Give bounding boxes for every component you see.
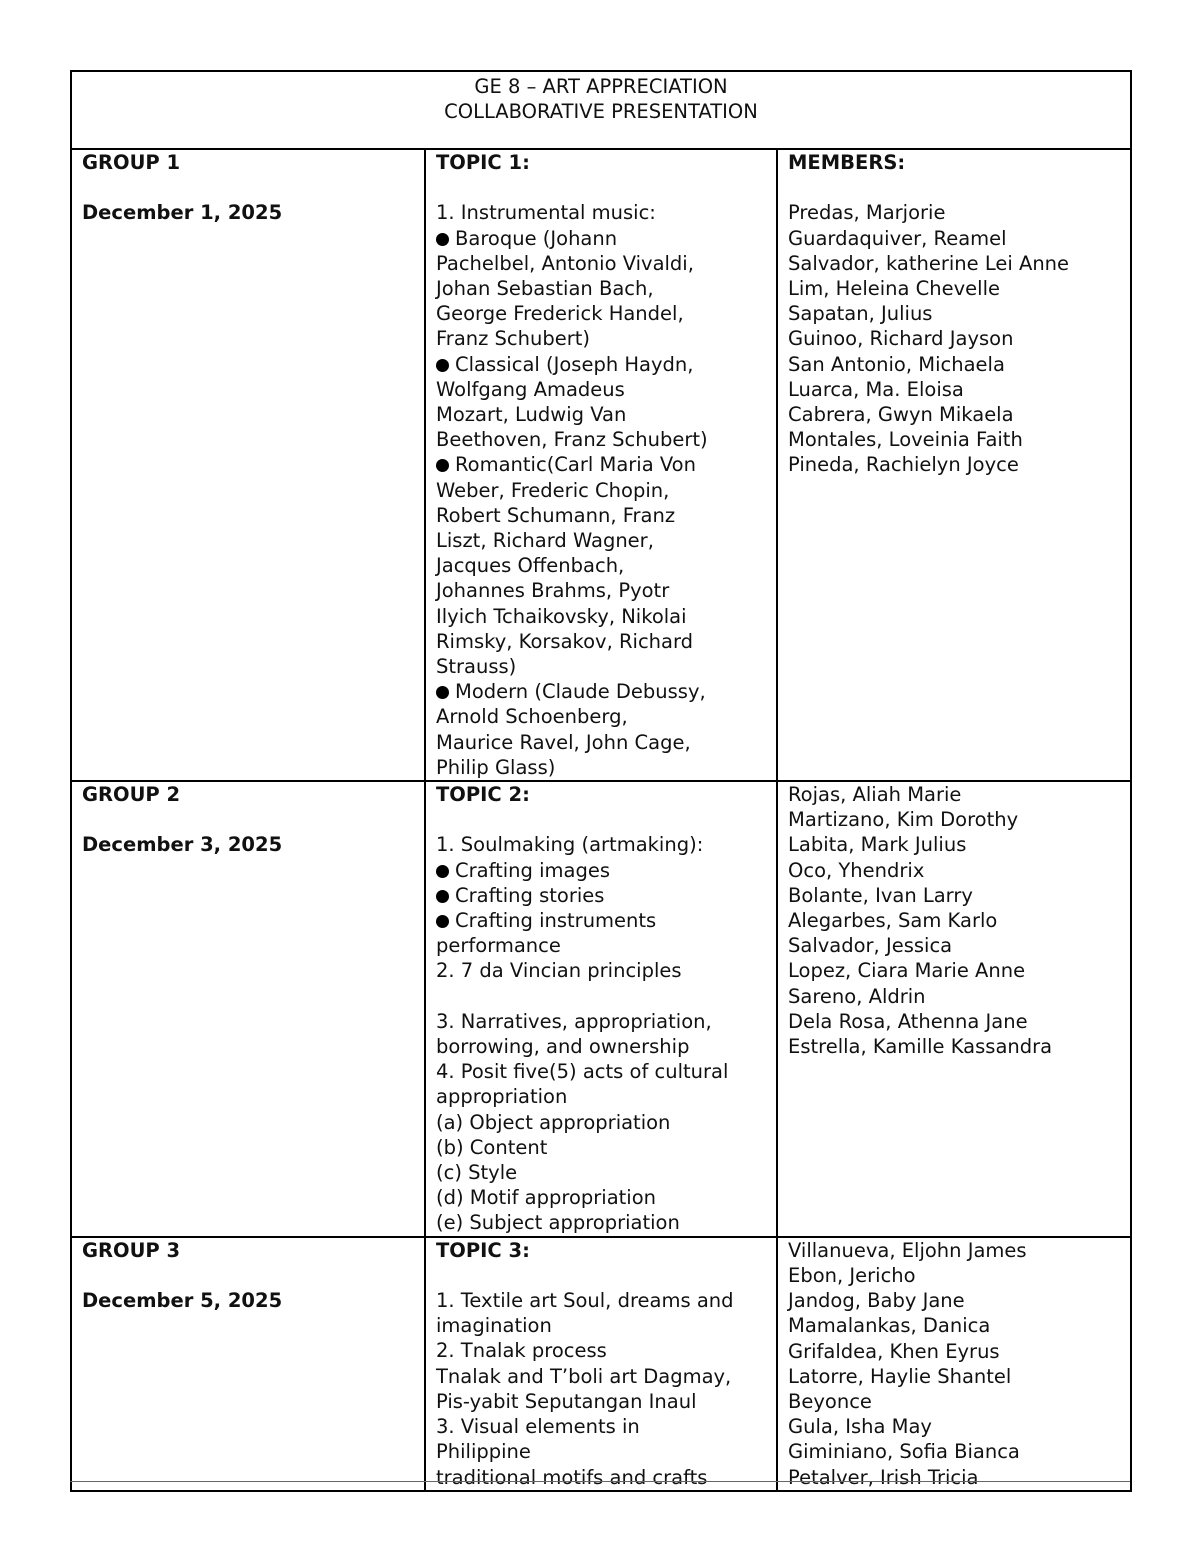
member-name: Petalver, Irish Tricia xyxy=(788,1465,979,1489)
presentation-schedule-table xyxy=(70,70,1132,1492)
member-name: Lim, Heleina Chevelle xyxy=(788,277,1001,300)
group-date: December 5, 2025 xyxy=(82,1289,283,1313)
member-name: Martizano, Kim Dorothy xyxy=(788,808,1019,832)
group-cell xyxy=(71,149,425,781)
group-date: December 3, 2025 xyxy=(82,833,283,857)
topic-line xyxy=(436,1160,768,1185)
member-name: Beyonce xyxy=(788,1389,872,1413)
topic-line-text: 3. Narratives, appropriation, xyxy=(436,1009,712,1033)
member-name: Montales, Loveinia Faith xyxy=(788,428,1023,452)
member-name: Predas, Marjorie xyxy=(788,201,946,225)
topic-line xyxy=(436,1110,768,1135)
topic-line xyxy=(436,604,768,629)
bullet-icon xyxy=(436,233,449,246)
bullet-icon xyxy=(436,915,449,928)
topic-line-text: appropriation xyxy=(436,1085,568,1109)
topic-line xyxy=(436,1414,768,1439)
group-label: GROUP 2 xyxy=(82,783,181,807)
topic-line xyxy=(436,553,768,578)
topic-line-text: Strauss) xyxy=(436,655,517,679)
topic-line-text: (b) Content xyxy=(436,1135,548,1159)
topic-line xyxy=(436,1034,768,1059)
member-name: Pineda, Rachielyn Joyce xyxy=(788,453,1019,477)
members-cell xyxy=(777,781,1131,1237)
members-cell xyxy=(777,149,1131,781)
topic-line xyxy=(436,1185,768,1210)
topic-line-text: Baroque (Johann xyxy=(455,226,618,250)
topic-line-text: (a) Object appropriation xyxy=(436,1110,671,1134)
topic-line-text: performance xyxy=(436,934,561,958)
topic-cell xyxy=(425,149,777,781)
topic-line xyxy=(436,1439,768,1464)
topic-line xyxy=(436,933,768,958)
topic-line-text: Modern (Claude Debussy, xyxy=(455,680,706,704)
member-name: Alegarbes, Sam Karlo xyxy=(788,909,998,933)
topic-line-text: Maurice Ravel, John Cage, xyxy=(436,730,691,754)
topic-line xyxy=(436,984,768,1009)
group-row-3 xyxy=(71,1237,1131,1491)
topic-line-text: (c) Style xyxy=(436,1161,518,1185)
topic-line-text: Philip Glass) xyxy=(436,755,556,779)
topic-line-text: Ilyich Tchaikovsky, Nikolai xyxy=(436,604,687,628)
topic-line xyxy=(436,704,768,729)
group-row-2 xyxy=(71,781,1131,1237)
topic-line-text: Mozart, Ludwig Van xyxy=(436,403,627,427)
topic-cell xyxy=(425,1237,777,1491)
topic-line-text: Pachelbel, Antonio Vivaldi, xyxy=(436,251,694,275)
topic-line xyxy=(436,1465,768,1490)
topic-line xyxy=(436,200,768,225)
member-name: Guardaquiver, Reamel xyxy=(788,226,1007,250)
topic-line-text: 2. 7 da Vincian principles xyxy=(436,959,682,983)
topic-line xyxy=(436,858,768,883)
topic-line xyxy=(436,352,768,377)
topic-line-text: George Frederick Handel, xyxy=(436,302,684,326)
topic-line xyxy=(436,301,768,326)
topic-line xyxy=(436,1210,768,1235)
topic-line-text: Franz Schubert) xyxy=(436,327,591,351)
topic-line xyxy=(436,276,768,301)
topic-line xyxy=(436,1364,768,1389)
topic-line xyxy=(436,1059,768,1084)
member-name: Lopez, Ciara Marie Anne xyxy=(788,959,1026,983)
topic-heading: TOPIC 1: xyxy=(436,151,530,174)
topic-line-text: borrowing, and ownership xyxy=(436,1035,690,1059)
member-name: Salvador, Jessica xyxy=(788,934,953,958)
member-name: San Antonio, Michaela xyxy=(788,352,1005,376)
member-name: Salvador, katherine Lei Anne xyxy=(788,251,1070,275)
topic-line xyxy=(436,377,768,402)
bullet-icon xyxy=(436,890,449,903)
topic-line-text: Johan Sebastian Bach, xyxy=(436,277,654,300)
topic-line-text: 1. Textile art Soul, dreams and xyxy=(436,1289,734,1313)
topic-line xyxy=(436,326,768,351)
topic-line xyxy=(436,478,768,503)
group-cell xyxy=(71,1237,425,1491)
document-title-line2: COLLABORATIVE PRESENTATION xyxy=(444,100,758,123)
bullet-icon xyxy=(436,865,449,878)
topic-line xyxy=(436,528,768,553)
member-name: Sapatan, Julius xyxy=(788,302,933,326)
topic-line xyxy=(436,908,768,933)
topic-line-text: Crafting stories xyxy=(455,883,605,907)
topic-line xyxy=(436,1009,768,1034)
document-title-line1: GE 8 – ART APPRECIATION xyxy=(474,75,728,98)
group-date: December 1, 2025 xyxy=(82,201,283,225)
topic-heading: TOPIC 3: xyxy=(436,1238,530,1262)
member-name: Labita, Mark Julius xyxy=(788,833,967,857)
group-label: GROUP 3 xyxy=(82,1238,181,1262)
member-name: Gula, Isha May xyxy=(788,1415,932,1439)
topic-line xyxy=(436,251,768,276)
group-cell xyxy=(71,781,425,1237)
topic-line-text: Pis-yabit Seputangan Inaul xyxy=(436,1389,697,1413)
member-name: Dela Rosa, Athenna Jane xyxy=(788,1009,1028,1033)
group-label: GROUP 1 xyxy=(82,151,181,174)
topic-line xyxy=(436,883,768,908)
title-row xyxy=(71,71,1131,149)
topic-line xyxy=(436,427,768,452)
topic-line-text: Johannes Brahms, Pyotr xyxy=(436,579,670,603)
bullet-icon xyxy=(436,359,449,372)
topic-line xyxy=(436,832,768,857)
topic-line xyxy=(436,1135,768,1160)
topic-line-text: (e) Subject appropriation xyxy=(436,1211,680,1235)
topic-line xyxy=(436,578,768,603)
topic-line-text: 1. Instrumental music: xyxy=(436,201,656,225)
topic-line-text: Classical (Joseph Haydn, xyxy=(455,352,694,376)
topic-line-text: Arnold Schoenberg, xyxy=(436,705,628,729)
topic-line xyxy=(436,755,768,780)
topic-line-text: Wolfgang Amadeus xyxy=(436,377,625,401)
topic-line-text: Robert Schumann, Franz xyxy=(436,503,676,527)
group-row-1 xyxy=(71,149,1131,781)
topic-line xyxy=(436,452,768,477)
topic-line-text: Philippine xyxy=(436,1440,531,1464)
topic-line-text: 2. Tnalak process xyxy=(436,1339,607,1363)
bullet-icon xyxy=(436,686,449,699)
topic-line xyxy=(436,679,768,704)
topic-line xyxy=(436,503,768,528)
member-name: Estrella, Kamille Kassandra xyxy=(788,1035,1053,1059)
topic-line xyxy=(436,654,768,679)
member-name: Jandog, Baby Jane xyxy=(788,1289,965,1313)
topic-line-text: 4. Posit five(5) acts of cultural xyxy=(436,1060,729,1084)
member-name: Luarca, Ma. Eloisa xyxy=(788,377,964,401)
topic-line xyxy=(436,1389,768,1414)
topic-heading: TOPIC 2: xyxy=(436,783,530,807)
topic-cell xyxy=(425,781,777,1237)
page-bottom-rule xyxy=(70,1481,1130,1482)
bullet-icon xyxy=(436,459,449,472)
topic-line xyxy=(436,1288,768,1313)
title-cell xyxy=(71,71,1131,149)
topic-line xyxy=(436,730,768,755)
member-name: Giminiano, Sofia Bianca xyxy=(788,1440,1020,1464)
topic-line-text: imagination xyxy=(436,1314,552,1338)
topic-line-text: Tnalak and T’boli art Dagmay, xyxy=(436,1364,732,1388)
topic-line xyxy=(436,402,768,427)
member-name: Ebon, Jericho xyxy=(788,1263,916,1287)
topic-line-text: Crafting instruments xyxy=(455,909,657,933)
members-cell xyxy=(777,1237,1131,1491)
topic-line-text: Liszt, Richard Wagner, xyxy=(436,529,654,553)
topic-line-text: Jacques Offenbach, xyxy=(436,554,625,578)
member-name: Cabrera, Gwyn Mikaela xyxy=(788,403,1014,427)
member-name: Rojas, Aliah Marie xyxy=(788,783,962,807)
topic-line-text: (d) Motif appropriation xyxy=(436,1186,657,1210)
member-name: Bolante, Ivan Larry xyxy=(788,883,973,907)
topic-line-text: Romantic(Carl Maria Von xyxy=(455,453,696,477)
member-name: Villanueva, Eljohn James xyxy=(788,1238,1027,1262)
topic-line xyxy=(436,1084,768,1109)
topic-line xyxy=(436,1338,768,1363)
topic-line-text: 1. Soulmaking (artmaking): xyxy=(436,833,704,857)
topic-line xyxy=(436,1313,768,1338)
topic-line-text: 3. Visual elements in xyxy=(436,1415,640,1439)
members-heading: MEMBERS: xyxy=(788,151,906,174)
topic-line xyxy=(436,958,768,983)
topic-line-text: Rimsky, Korsakov, Richard xyxy=(436,629,694,653)
topic-line xyxy=(436,226,768,251)
topic-line-text: Crafting images xyxy=(455,858,611,882)
topic-line-text: Weber, Frederic Chopin, xyxy=(436,478,670,502)
member-name: Sareno, Aldrin xyxy=(788,984,926,1008)
member-name: Grifaldea, Khen Eyrus xyxy=(788,1339,1000,1363)
topic-line-text: Beethoven, Franz Schubert) xyxy=(436,428,708,452)
topic-line-text: traditional motifs and crafts xyxy=(436,1465,708,1489)
member-name: Guinoo, Richard Jayson xyxy=(788,327,1014,351)
member-name: Mamalankas, Danica xyxy=(788,1314,991,1338)
member-name: Latorre, Haylie Shantel xyxy=(788,1364,1012,1388)
member-name: Oco, Yhendrix xyxy=(788,858,925,882)
topic-line xyxy=(436,629,768,654)
